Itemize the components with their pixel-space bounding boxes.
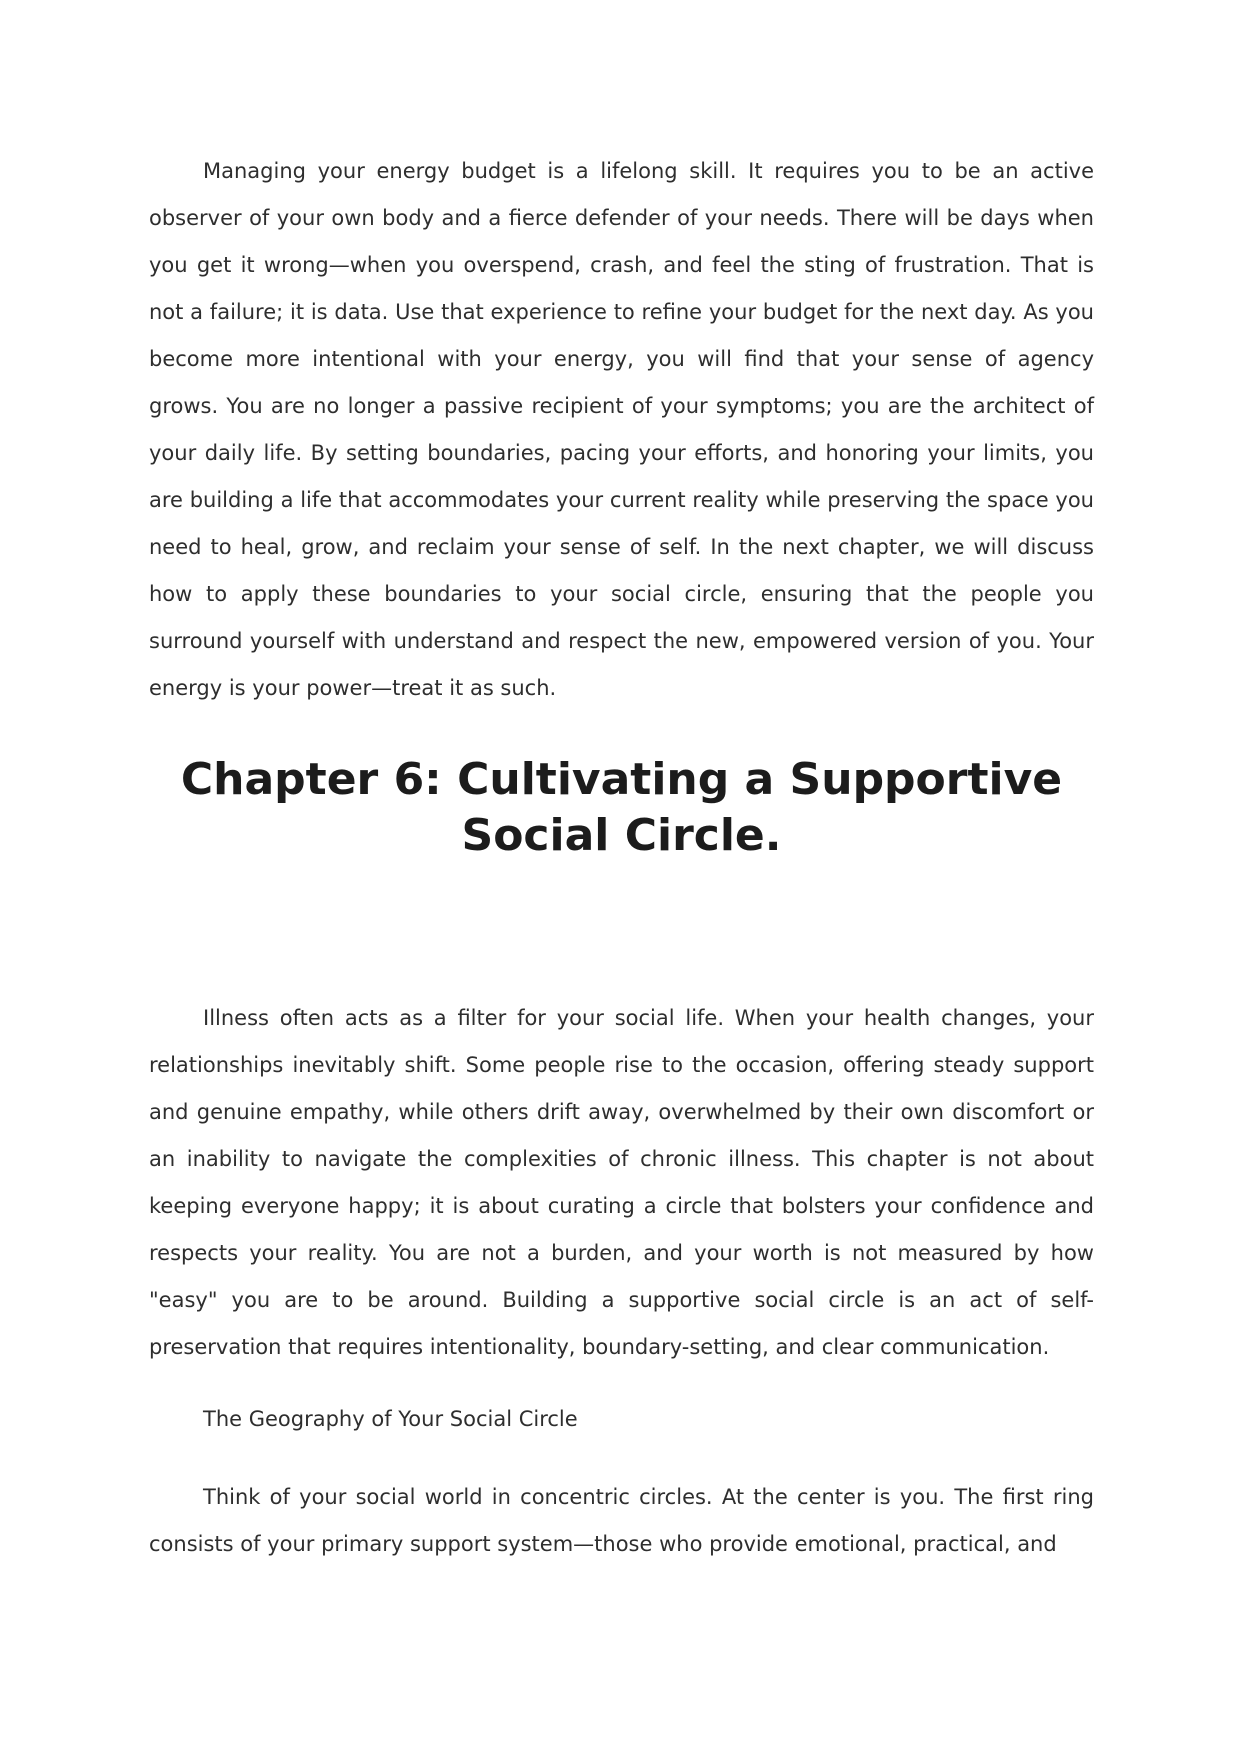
body-paragraph: Managing your energy budget is a lifelong skill. It requires you to be an active observer of your own body and a fierce defender of your needs. There will be days when you get it wrong—when you overspend, crash, and feel the sting of frustration. That is not a failure; it is data. Use that experience to refine your budget for the next day. As you become more intentional with your energy, you will find that your sense of agency grows. You are no longer a passive recipient of your symptoms; you are the architect of your daily life. By setting boundaries, pacing your efforts, and honoring your limits, you are building a life that accommodates your current reality while preserving the space you need to heal, grow, and reclaim your sense of self. In the next chapter, we will discuss how to apply these boundaries to your social circle, ensuring that the people you surround yourself with understand and respect the new, empowered version of you. Your energy is your power—treat it as such. [149, 159, 1094, 700]
chapter-title: Chapter 6: Cultivating a Supportive Social Circle. [180, 754, 1063, 861]
body-paragraph: Illness often acts as a filter for your social life. When your health changes, your relationships inevitably shift. Some people rise to the occasion, offering steady support and genuine empathy, while others drift away, overwhelmed by their own discomfort or an inability to navigate the complexities of chronic illness. This chapter is not about keeping everyone happy; it is about curating a circle that bolsters your confidence and respects your reality. You are not a burden, and your worth is not measured by how "easy" you are to be around. Building a supportive social circle is an act of self-preservation that requires intentionality, boundary-setting, and clear communication. [149, 1006, 1094, 1359]
section-heading: The Geography of Your Social Circle [203, 1407, 578, 1431]
body-paragraph: Think of your social world in concentric circles. At the center is you. The first ring consists of your primary support system—those who provide emotional, practical, and [149, 1485, 1094, 1556]
